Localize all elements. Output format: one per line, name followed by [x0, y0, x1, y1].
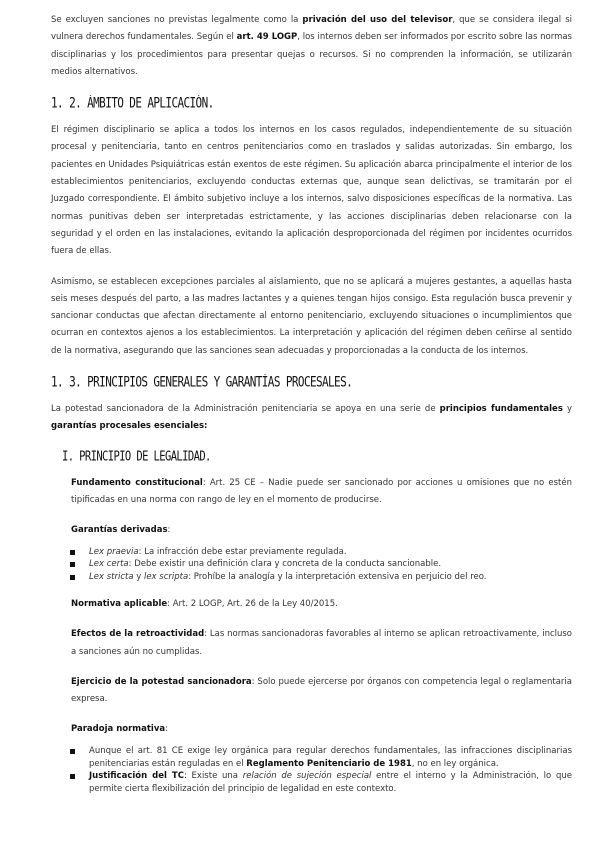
paragraph: El régimen disciplinario se aplica a todos los internos en los casos regulados, independientemente de su situación procesal y penitenciaria, tanto en centros penitenciarios como en traslados y salidas autorizadas. Sin embargo, los pacientes en Unidades Psiquiátricas están exentos de este régimen. Su aplicación abarca principalmente el interior de los establecimientos penitenciarios, excluyendo conductas externas que, aunque sean delictivas, se tramitarán por el Juzgado correspondiente. El ámbito subjetivo incluye a los internos, salvo disposiciones específicas de la normativa. Las normas punitivas deben ser interpretadas estrictamente, y las acciones disciplinarias deben relacionarse con la seguridad y el orden en las instalaciones, evitando la aplicación desproporcionada del régimen por incidentes ocurridos fuera de ellas.	[51, 125, 572, 257]
intro-paragraph	[51, 12, 572, 81]
paragraph: Asimismo, se establecen excepciones parciales al aislamiento, que no se aplicará a mujeres gestantes, a aquellas hasta seis meses después del parto, a las madres lactantes y a quienes tengan hijos consigo. Esta regulación busca prevenir y sancionar conductas que afectan directamente al entorno penitenciario, excluyendo situaciones o incumplimientos que ocurran en contextos ajenos a los establecimientos. La interpretación y aplicación del régimen deben ceñirse al sentido de la normativa, asegurando que las sanciones sean adecuadas y proporcionadas a la conducta de los internos.	[51, 276, 572, 356]
bold-term: Efectos de la retroactividad	[71, 629, 205, 640]
text: y	[133, 572, 144, 583]
bold-term: principios fundamentales	[439, 404, 563, 415]
text: Se excluyen sanciones no previstas legalmente como la	[51, 15, 303, 25]
paragraph	[71, 626, 572, 661]
bold-term: Paradoja normativa	[71, 724, 166, 735]
list-item	[89, 745, 572, 771]
text: :	[167, 525, 171, 536]
text: Aunque el art. 81 CE exige ley orgánica para regular derechos fundamentales, las infracciones disciplinarias penitenciarias están reguladas en el	[89, 745, 572, 769]
document-page	[51, 12, 572, 808]
subsection-heading: I. PRINCIPIO DE LEGALIDAD.	[62, 448, 211, 464]
bold-term: Garantías derivadas	[71, 525, 168, 536]
list-item	[89, 558, 572, 571]
principle-body	[51, 596, 572, 739]
list-item	[89, 770, 572, 796]
text: : Prohíbe la analogía y la interpretación extensiva en perjuicio del reo.	[188, 572, 487, 583]
text: : La infracción debe estar previamente regulada.	[138, 546, 347, 557]
bold-term: Normativa aplicable	[71, 598, 168, 609]
text: : Art. 2 LOGP, Art. 26 de la Ley 40/2015.	[167, 598, 338, 609]
bold-term: Fundamento constitucional	[71, 477, 203, 488]
bold-term: garantías procesales esenciales:	[51, 421, 208, 432]
bold-term: Reglamento Penitenciario de 1981	[246, 758, 412, 769]
paragraph	[51, 401, 572, 436]
italic-term: lex scripta	[143, 572, 189, 583]
bold-term: art. 49 LOGP	[236, 32, 298, 43]
italic-term: relación de sujeción especial	[242, 771, 372, 782]
text: :	[165, 724, 169, 735]
paragraph	[71, 596, 572, 613]
bold-term: privación del uso del televisor	[302, 15, 453, 25]
text: : Solo puede ejercerse por órganos con competencia legal o reglamentaria expresa.	[71, 676, 572, 705]
text: : Art. 25 CE – Nadie puede ser sancionado por acciones u omisiones que no estén tipificadas en una norma con rango de ley en el momento de producirse.	[71, 477, 572, 505]
list-item	[89, 571, 572, 584]
list-item	[89, 546, 572, 559]
text: entre el interno y la Administración, lo que permite cierta flexibilización del principio de legalidad en este contexto.	[89, 771, 572, 795]
text: , los internos deben ser informados por escrito sobre las normas disciplinarias y los procedimientos para presentar quejas o recursos. Si no comprenden la información, se utilizarán medios alternativos.	[51, 32, 572, 77]
text: La potestad sancionadora de la Administración penitenciaria se apoya en una serie de	[51, 404, 440, 415]
section-heading: 1. 3. PRINCIPIOS GENERALES Y GARANTÍAS PROCESALES.	[51, 374, 353, 391]
text: : Debe existir una definición clara y concreta de la conducta sancionable.	[128, 559, 442, 570]
text: : Existe una	[183, 771, 243, 782]
italic-term: Lex stricta	[89, 572, 134, 583]
bold-term: Ejercicio de la potestad sancionadora	[71, 676, 252, 687]
bold-term: Justificación del TC	[89, 771, 184, 782]
bullet-list	[51, 745, 572, 796]
paragraph	[71, 522, 572, 539]
section-heading: 1. 2. ÁMBITO DE APLICACIÓN.	[51, 95, 214, 112]
text: , no en ley orgánica.	[411, 758, 499, 769]
italic-term: Lex certa	[89, 559, 129, 570]
bullet-list	[51, 546, 572, 584]
text: : Las normas sancionadoras favorables al interno se aplican retroactivamente, incluso a sanciones aún no cumplidas.	[71, 629, 573, 657]
paragraph	[71, 475, 572, 510]
italic-term: Lex praevia	[89, 546, 139, 557]
paragraph	[71, 674, 572, 709]
text: y	[562, 404, 572, 415]
principle-body	[51, 475, 572, 540]
text: , que se considera ilegal si vulnera derechos fundamentales. Según el	[51, 15, 572, 43]
paragraph	[71, 721, 572, 738]
